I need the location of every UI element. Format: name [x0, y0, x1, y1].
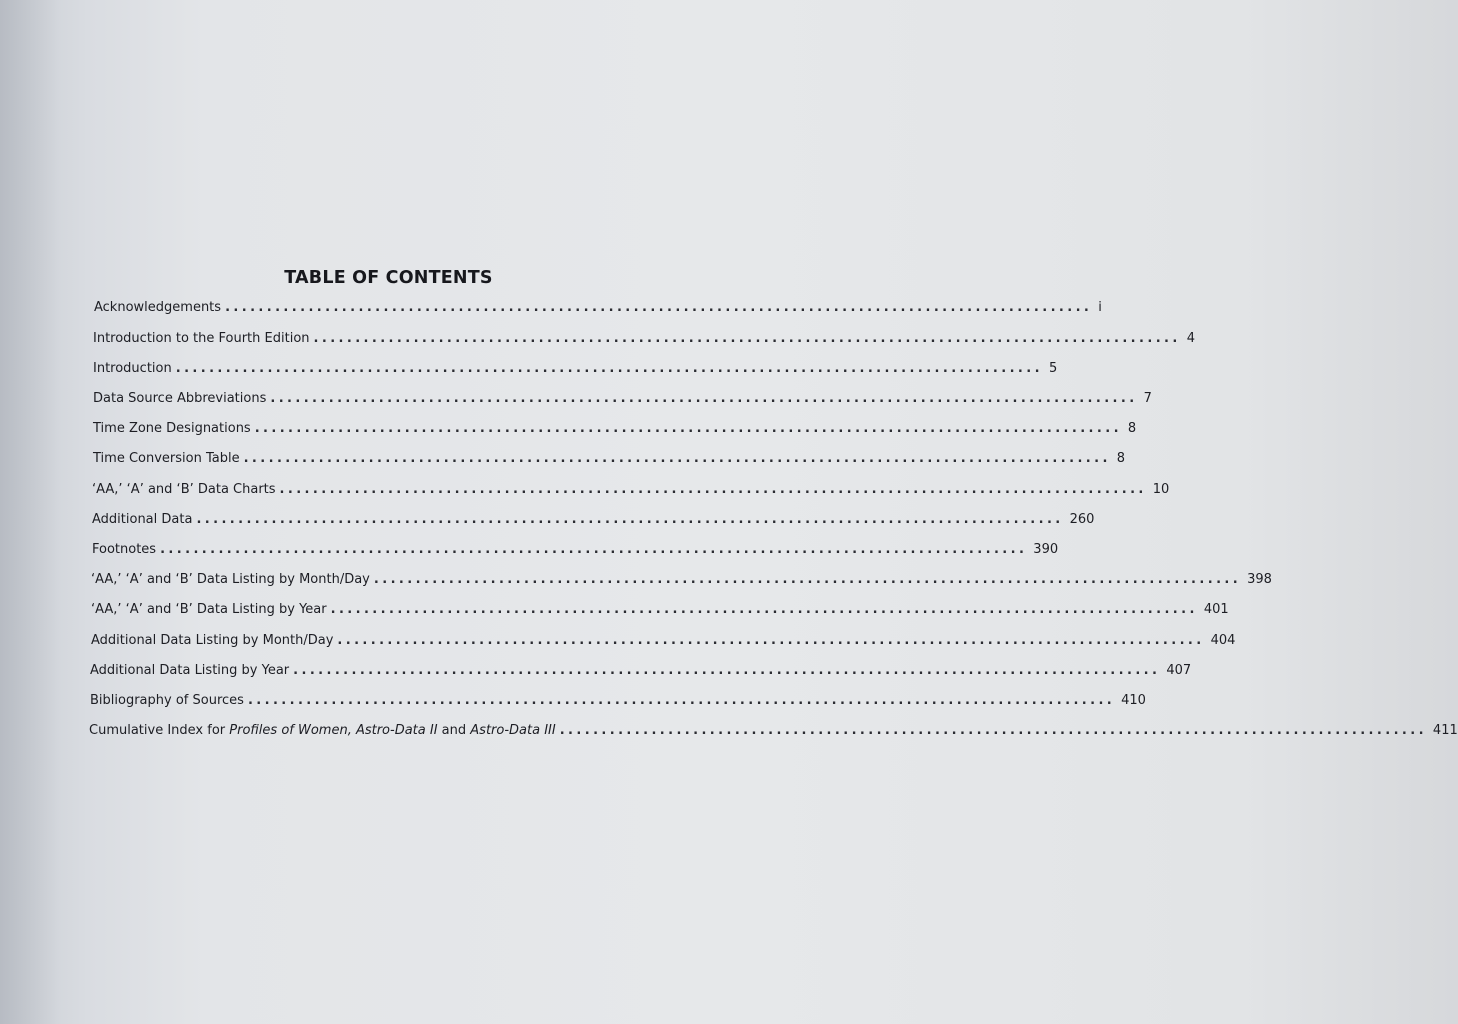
toc-entry-page: 5 — [1048, 361, 1058, 376]
label-prefix: Cumulative Index for — [89, 723, 230, 738]
toc-entry-label: Additional Data Listing by Year — [90, 663, 290, 678]
leader-dots: ........................................................................................................ — [175, 361, 1043, 376]
leader-dots: ........................................................................................................ — [254, 421, 1122, 436]
toc-entry — [92, 482, 1170, 498]
toc-entry — [93, 451, 1126, 467]
toc-entry-label — [89, 723, 560, 739]
toc-entry — [89, 723, 1458, 739]
toc-entry-page: 8 — [1127, 421, 1137, 436]
toc-entry-label: Footnotes — [92, 542, 157, 557]
leader-dots: ........................................................................................................ — [337, 633, 1205, 648]
leader-dots: ........................................................................................................ — [247, 693, 1116, 708]
toc-entry-page: 407 — [1166, 663, 1192, 678]
toc-entry-page: i — [1098, 300, 1102, 315]
toc-entry — [93, 421, 1137, 437]
toc-entry-label: Bibliography of Sources — [90, 693, 244, 708]
leader-dots: ........................................................................................................ — [160, 542, 1028, 557]
leader-dots: ........................................................................................................ — [225, 300, 1093, 315]
toc-entry — [90, 663, 1192, 679]
toc-entry — [91, 633, 1236, 649]
page-title: TABLE OF CONTENTS — [284, 268, 493, 288]
toc-entry-label: Additional Data Listing by Month/Day — [91, 633, 334, 648]
toc-entry-label: Introduction to the Fourth Edition — [93, 331, 310, 346]
toc-entry-label: ‘AA,’ ‘A’ and ‘B’ Data Listing by Year — [91, 602, 327, 617]
toc-entry-page: 7 — [1143, 391, 1152, 406]
toc-entry-page: 8 — [1116, 451, 1126, 466]
toc-entry-page: 404 — [1210, 633, 1236, 648]
toc-entry-label: ‘AA,’ ‘A’ and ‘B’ Data Listing by Month/Day — [91, 572, 370, 587]
toc-entry-page: 10 — [1152, 482, 1170, 497]
toc-entry — [92, 542, 1059, 558]
toc-entry-label: ‘AA,’ ‘A’ and ‘B’ Data Charts — [92, 482, 276, 497]
toc-entry — [93, 391, 1152, 407]
toc-entry-label: Data Source Abbreviations — [93, 391, 267, 406]
toc-entry — [91, 572, 1272, 588]
toc-entry — [93, 361, 1058, 377]
toc-entry — [90, 693, 1146, 709]
leader-dots: ........................................................................................................ — [313, 331, 1181, 346]
toc-entry-page: 4 — [1186, 331, 1195, 346]
toc-entry — [92, 512, 1095, 528]
toc-entry-page: 398 — [1247, 572, 1272, 587]
toc-entry — [93, 331, 1195, 347]
leader-dots: ........................................................................................................ — [270, 391, 1138, 406]
leader-dots: ........................................................................................................ — [373, 572, 1242, 587]
leader-dots: ........................................................................................................ — [279, 482, 1147, 497]
toc-entry-label: Time Zone Designations — [93, 421, 251, 436]
label-italic-title-1: Profiles of Women, Astro-Data II — [229, 723, 438, 738]
toc-entry-page: 401 — [1203, 602, 1229, 617]
leader-dots: ........................................................................................................ — [196, 512, 1064, 527]
leader-dots: ........................................................................................................ — [293, 663, 1161, 678]
toc-entry-page: 411 — [1432, 723, 1458, 738]
toc-entry-label: Time Conversion Table — [93, 451, 240, 466]
leader-dots: ........................................................................................................ — [559, 723, 1427, 738]
leader-dots: ........................................................................................................ — [330, 602, 1198, 617]
label-mid: and — [437, 723, 471, 738]
toc-entry — [91, 602, 1229, 618]
toc-entry-label: Additional Data — [92, 512, 193, 527]
leader-dots: ........................................................................................................ — [243, 451, 1111, 466]
label-italic-title-2: Astro-Data III — [470, 723, 556, 738]
toc-entry-label: Introduction — [93, 361, 172, 376]
toc-entry-label: Acknowledgements — [94, 300, 222, 315]
toc-entry-page: 390 — [1033, 542, 1059, 557]
toc-entry — [94, 300, 1102, 316]
toc-entry-page: 260 — [1069, 512, 1095, 527]
toc-entry-page: 410 — [1121, 693, 1146, 708]
